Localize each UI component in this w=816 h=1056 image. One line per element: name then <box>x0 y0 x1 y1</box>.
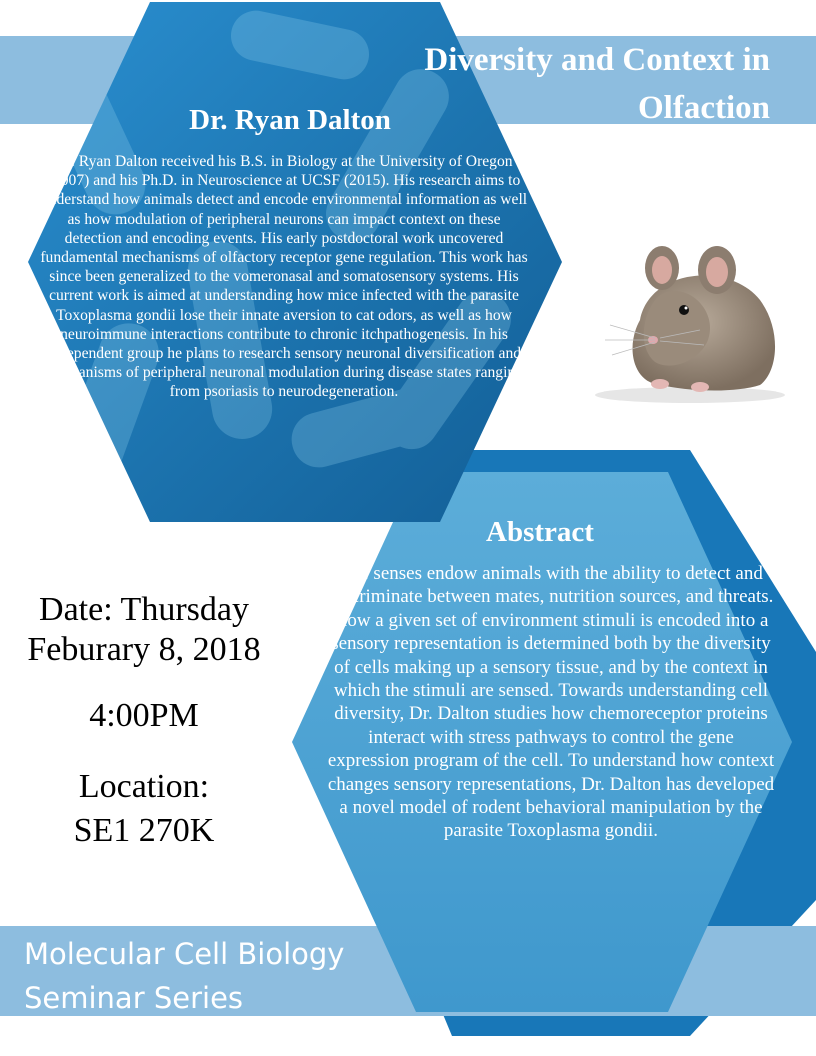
title-line-2: Olfaction <box>638 90 770 126</box>
location-label: Location: <box>78 768 210 805</box>
seminar-series <box>24 932 404 1020</box>
event-date <box>0 590 288 670</box>
speaker-name: Dr. Ryan Dalton <box>189 104 391 136</box>
title-line-1: Diversity and Context in <box>424 42 770 78</box>
series-line-2: Seminar Series <box>24 981 244 1015</box>
event-time: 4:00PM <box>89 697 199 734</box>
abstract-text: The senses endow animals with the ability to detect and discriminate between mates, nutrition sources, and threats. How a given set of environment stimuli is encoded into a sensory representation is determined both by the diversity of cells making up a sensory tissue, and by the context in which the stimuli are sensed. Towards understanding cell diversity, Dr. Dalton studies how chemoreceptor proteins interact with stress pathways to control the gene expression program of the cell. To understand how context changes sensory representations, Dr. Dalton has developed a novel model of rodent behavioral manipulation by the parasite Toxoplasma gondii. <box>327 563 775 842</box>
event-location <box>0 765 288 853</box>
date-line-1: Date: Thursday <box>39 591 249 628</box>
series-line-1: Molecular Cell Biology <box>24 937 345 971</box>
speaker-bio: Dr. Ryan Dalton received his B.S. in Biology at the University of Oregon (2007) and his Ph.D. in Neuroscience at UCSF (2015). His research aims to understand how animals detect and encode environmental information as well as how modulation of peripheral neurons can impact context on these detection and encoding events. His early postdoctoral work uncovered fundamental mechanisms of olfactory receptor gene regulation. This work has since been generalized to the vomeronasal and somatosensory systems. His current work is aimed at understanding how mice infected with the parasite Toxoplasma gondii lose their innate aversion to cat odors, as well as how neuroimmune interactions contribute to chronic itchpathogenesis. In his independent group he plans to research sensory neuronal diversification and mechanisms of peripheral neuronal modulation during disease states ranging from psoriasis to neurodegeneration. <box>40 153 528 401</box>
mouse-image <box>595 246 785 403</box>
abstract-heading: Abstract <box>486 516 594 548</box>
location-room: SE1 270K <box>73 812 215 849</box>
date-line-2: Feburary 8, 2018 <box>27 631 261 668</box>
